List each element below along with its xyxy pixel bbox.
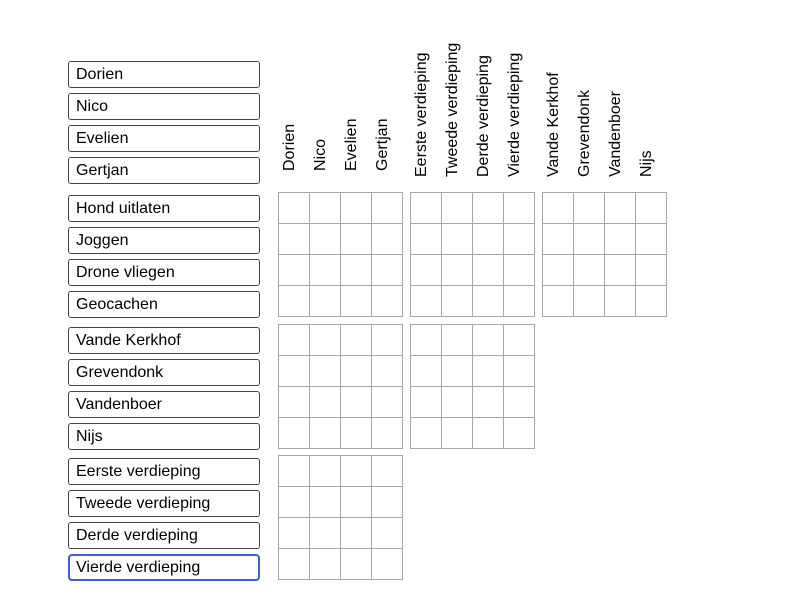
grid-cell[interactable] (543, 255, 573, 285)
grid-cell[interactable] (341, 387, 371, 417)
column-header-gertjan: Gertjan (374, 118, 391, 171)
grid-cell[interactable] (504, 255, 534, 285)
grid-cell[interactable] (442, 325, 472, 355)
grid-cell[interactable] (574, 193, 604, 223)
grid-cell[interactable] (310, 255, 340, 285)
grid-cell[interactable] (341, 255, 371, 285)
grid-cell[interactable] (310, 487, 340, 517)
grid-cell[interactable] (504, 224, 534, 254)
grid-cell[interactable] (341, 487, 371, 517)
column-header-dorien: Dorien (281, 123, 298, 171)
column-header-nijs: Nijs (638, 150, 655, 177)
grid-cell[interactable] (473, 224, 503, 254)
grid-cell[interactable] (636, 193, 666, 223)
grid-block-floors-x-names (278, 455, 403, 580)
row-label-input-vierde-verdieping[interactable] (68, 554, 260, 581)
row-label-input-vande-kerkhof[interactable] (68, 327, 260, 354)
row-label-input-vandenboer[interactable] (68, 391, 260, 418)
grid-cell[interactable] (442, 356, 472, 386)
row-label-input-evelien[interactable] (68, 125, 260, 152)
grid-cell[interactable] (411, 224, 441, 254)
grid-cell[interactable] (341, 549, 371, 579)
grid-cell[interactable] (310, 193, 340, 223)
grid-cell[interactable] (473, 418, 503, 448)
grid-cell[interactable] (636, 224, 666, 254)
grid-cell[interactable] (574, 224, 604, 254)
row-label-input-hond-uitlaten[interactable] (68, 195, 260, 222)
grid-cell[interactable] (310, 549, 340, 579)
grid-cell[interactable] (372, 224, 402, 254)
grid-cell[interactable] (279, 325, 309, 355)
grid-cell[interactable] (310, 325, 340, 355)
column-header-grevendonk: Grevendonk (576, 89, 593, 177)
grid-cell[interactable] (504, 325, 534, 355)
row-label-input-geocachen[interactable] (68, 291, 260, 318)
grid-cell[interactable] (473, 387, 503, 417)
grid-cell[interactable] (605, 255, 635, 285)
grid-cell[interactable] (310, 456, 340, 486)
grid-cell[interactable] (504, 286, 534, 316)
column-header-vierde-verdieping: Vierde verdieping (506, 52, 523, 177)
grid-cell[interactable] (372, 549, 402, 579)
grid-cell[interactable] (411, 418, 441, 448)
grid-cell[interactable] (473, 286, 503, 316)
grid-cell[interactable] (310, 224, 340, 254)
grid-cell[interactable] (341, 418, 371, 448)
grid-cell[interactable] (411, 387, 441, 417)
grid-cell[interactable] (504, 387, 534, 417)
grid-cell[interactable] (341, 456, 371, 486)
grid-cell[interactable] (636, 255, 666, 285)
column-header-vande-kerkhof: Vande Kerkhof (545, 72, 562, 177)
grid-cell[interactable] (442, 224, 472, 254)
grid-cell[interactable] (372, 356, 402, 386)
row-label-input-joggen[interactable] (68, 227, 260, 254)
grid-cell[interactable] (543, 193, 573, 223)
grid-cell[interactable] (341, 325, 371, 355)
grid-cell[interactable] (279, 549, 309, 579)
grid-cell[interactable] (574, 286, 604, 316)
row-label-input-eerste-verdieping[interactable] (68, 458, 260, 485)
grid-cell[interactable] (279, 518, 309, 548)
row-label-input-dorien[interactable] (68, 61, 260, 88)
grid-cell[interactable] (279, 487, 309, 517)
grid-cell[interactable] (310, 518, 340, 548)
column-header-eerste-verdieping: Eerste verdieping (413, 52, 430, 177)
grid-cell[interactable] (372, 518, 402, 548)
grid-cell[interactable] (279, 418, 309, 448)
grid-cell[interactable] (310, 286, 340, 316)
row-label-input-drone-vliegen[interactable] (68, 259, 260, 286)
grid-cell[interactable] (279, 456, 309, 486)
grid-cell[interactable] (372, 487, 402, 517)
grid-cell[interactable] (504, 418, 534, 448)
grid-cell[interactable] (574, 255, 604, 285)
grid-cell[interactable] (372, 255, 402, 285)
column-header-nico: Nico (312, 138, 329, 171)
grid-cell[interactable] (310, 387, 340, 417)
row-label-input-grevendonk[interactable] (68, 359, 260, 386)
grid-cell[interactable] (504, 193, 534, 223)
grid-cell[interactable] (279, 193, 309, 223)
grid-cell[interactable] (279, 255, 309, 285)
grid-block-surnames-x-names (278, 324, 403, 449)
grid-cell[interactable] (473, 255, 503, 285)
row-label-input-tweede-verdieping[interactable] (68, 490, 260, 517)
grid-cell[interactable] (341, 518, 371, 548)
grid-cell[interactable] (543, 286, 573, 316)
grid-cell[interactable] (636, 286, 666, 316)
grid-cell[interactable] (442, 255, 472, 285)
grid-cell[interactable] (411, 325, 441, 355)
grid-block-surnames-x-floors (410, 324, 535, 449)
grid-block-activities-x-surnames (542, 192, 667, 317)
row-label-input-derde-verdieping[interactable] (68, 522, 260, 549)
grid-cell[interactable] (473, 325, 503, 355)
grid-cell[interactable] (279, 286, 309, 316)
grid-cell[interactable] (473, 193, 503, 223)
column-header-tweede-verdieping: Tweede verdieping (444, 42, 461, 177)
grid-cell[interactable] (372, 193, 402, 223)
grid-cell[interactable] (372, 325, 402, 355)
grid-cell[interactable] (605, 286, 635, 316)
column-header-evelien: Evelien (343, 118, 360, 171)
grid-block-activities-x-names (278, 192, 403, 317)
grid-cell[interactable] (279, 224, 309, 254)
grid-cell[interactable] (372, 418, 402, 448)
grid-cell[interactable] (411, 286, 441, 316)
grid-cell[interactable] (372, 456, 402, 486)
grid-cell[interactable] (341, 224, 371, 254)
grid-cell[interactable] (605, 193, 635, 223)
grid-block-activities-x-floors (410, 192, 535, 317)
grid-cell[interactable] (372, 387, 402, 417)
grid-cell[interactable] (310, 356, 340, 386)
column-header-derde-verdieping: Derde verdieping (475, 55, 492, 177)
column-header-vandenboer: Vandenboer (607, 91, 624, 177)
grid-cell[interactable] (504, 356, 534, 386)
grid-cell[interactable] (310, 418, 340, 448)
row-label-input-nico[interactable] (68, 93, 260, 120)
grid-cell[interactable] (442, 418, 472, 448)
grid-cell[interactable] (279, 356, 309, 386)
grid-cell[interactable] (279, 387, 309, 417)
row-label-input-gertjan[interactable] (68, 157, 260, 184)
grid-cell[interactable] (341, 356, 371, 386)
grid-cell[interactable] (473, 356, 503, 386)
grid-cell[interactable] (411, 356, 441, 386)
grid-cell[interactable] (442, 286, 472, 316)
grid-cell[interactable] (442, 193, 472, 223)
grid-cell[interactable] (411, 193, 441, 223)
grid-cell[interactable] (372, 286, 402, 316)
grid-cell[interactable] (442, 387, 472, 417)
grid-cell[interactable] (341, 286, 371, 316)
grid-cell[interactable] (543, 224, 573, 254)
grid-cell[interactable] (341, 193, 371, 223)
grid-cell[interactable] (411, 255, 441, 285)
row-label-input-nijs[interactable] (68, 423, 260, 450)
grid-cell[interactable] (605, 224, 635, 254)
